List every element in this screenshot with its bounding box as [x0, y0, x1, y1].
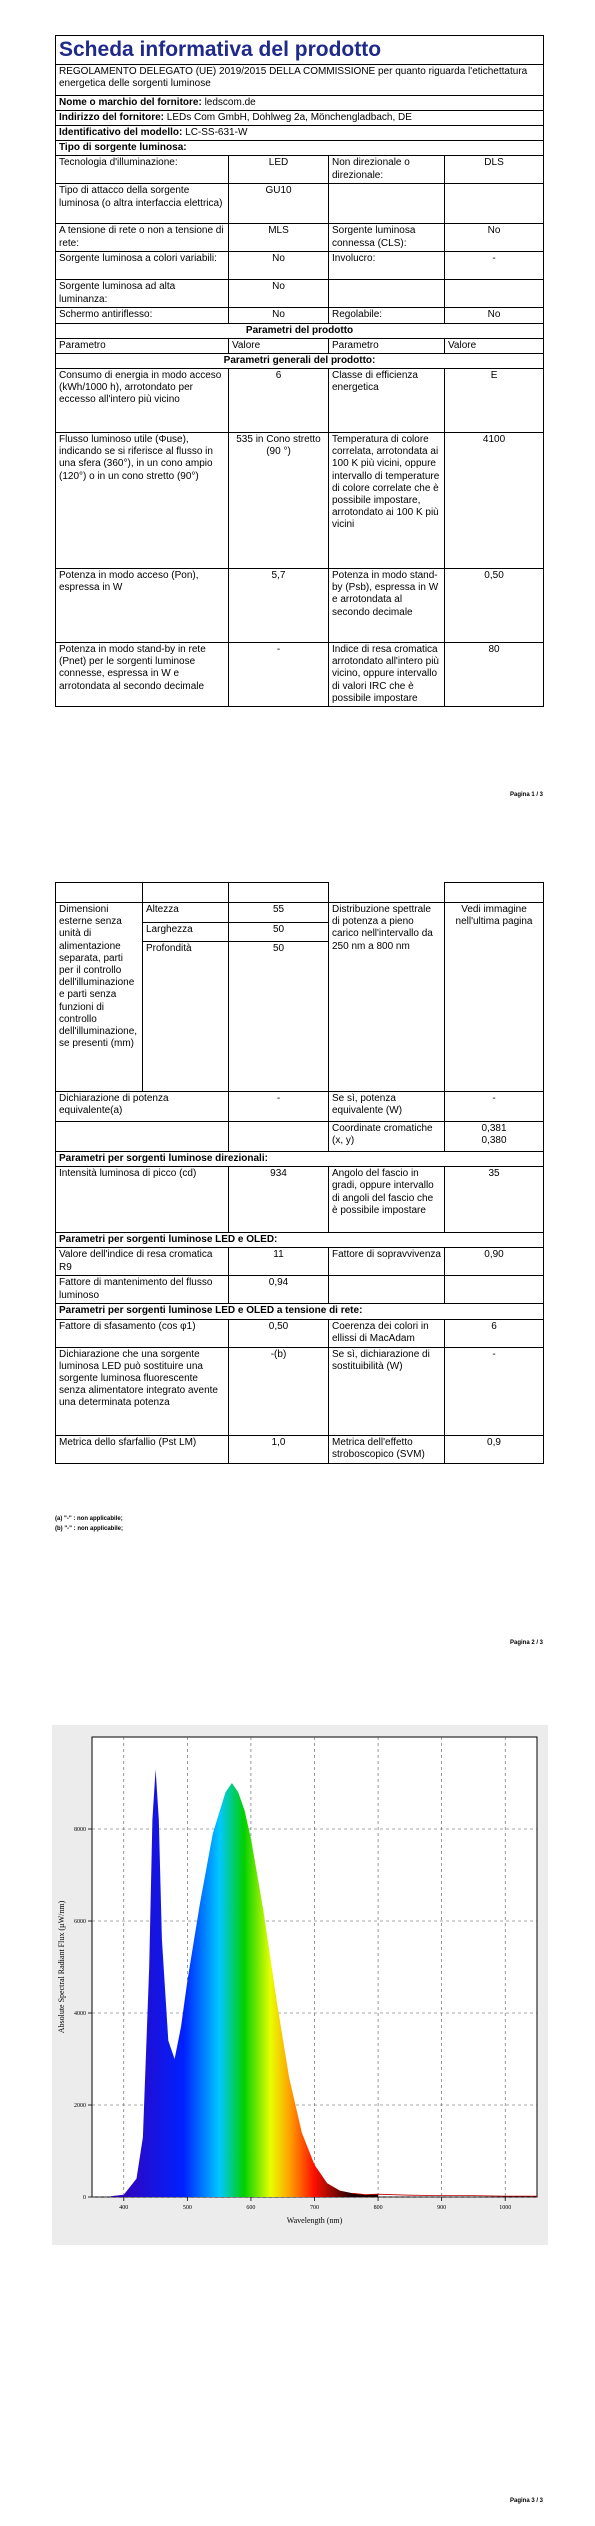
equiv-value: -	[229, 1092, 329, 1122]
x-tick-label: 1000	[499, 2205, 512, 2211]
document-title: Scheda informativa del prodotto	[56, 36, 544, 65]
directional-label: Non direzionale o direzionale:	[329, 156, 445, 184]
supplier-name-row	[56, 95, 544, 110]
envelope-label: Involucro:	[329, 252, 445, 280]
supplier-address-row	[56, 110, 544, 125]
colour-value: No	[229, 252, 329, 280]
depth-label: Profondità	[143, 942, 229, 1092]
r9-value: 11	[229, 1248, 329, 1276]
x-tick-label: 600	[246, 2205, 256, 2211]
tech-value: LED	[229, 156, 329, 184]
model-id-value: LC-SS-631-W	[185, 126, 248, 138]
supplier-address-value: LEDs Com GmbH, Dohlweg 2a, Mönchengladbach, DE	[166, 111, 412, 123]
product-info-table-part-1	[55, 35, 544, 707]
footnote-b: (b) "-" : non applicabile;	[55, 1525, 124, 1532]
tech-label: Tecnologia d'illuminazione:	[56, 156, 229, 184]
connected-label: Sorgente luminosa connessa (CLS):	[329, 224, 445, 252]
power-factor-label: Fattore di sfasamento (cos φ1)	[56, 1319, 229, 1347]
replacement-w-value: -	[445, 1347, 544, 1435]
cri-label: Indice di resa cromatica arrotondato all'intero più vicino, oppure intervallo di valori IRC che è possibile impostare	[329, 643, 445, 707]
chroma-x: 0,381	[481, 1123, 507, 1134]
macadam-value: 6	[445, 1319, 544, 1347]
energy-label: Consumo di energia in modo acceso (kWh/1000 h), arrotondato per eccesso all'intero più vicino	[56, 369, 229, 433]
maint-empty-1	[329, 1276, 445, 1304]
dim-empty-a	[56, 883, 143, 903]
cct-label: Temperatura di colore correlata, arrotondata ai 100 K più vicini, oppure intervallo di temperature di colore correlate che è possibile impostare, arrotondato ai 100 K più vicini	[329, 433, 445, 569]
col-param-1: Parametro	[56, 338, 229, 353]
equiv-label: Dichiarazione di potenza equivalente(a)	[56, 1092, 229, 1122]
maintenance-value: 0,94	[229, 1276, 329, 1304]
dim-empty-b	[143, 883, 229, 903]
beam-value: 35	[445, 1167, 544, 1233]
page-3	[0, 1680, 595, 2526]
page-number-2: Pagina 2 / 3	[509, 1640, 543, 1646]
supplier-name-value: ledscom.de	[204, 96, 256, 108]
width-value: 50	[229, 922, 329, 942]
y-tick-label: 4000	[74, 2011, 86, 2017]
width-label: Larghezza	[143, 922, 229, 942]
mains-label: A tensione di rete o non a tensione di rete:	[56, 224, 229, 252]
antiglare-value: No	[229, 308, 329, 323]
hl-empty-1	[329, 280, 445, 308]
psb-value: 0,50	[445, 569, 544, 643]
svm-value: 0,9	[445, 1435, 544, 1463]
pnet-value: -	[229, 643, 329, 707]
footnote-a: (a) "-" : non applicabile;	[55, 1516, 123, 1522]
x-tick-label: 400	[119, 2205, 129, 2211]
maint-empty-2	[445, 1276, 544, 1304]
model-id-label: Identificativo del modello:	[59, 126, 183, 138]
cap-value: GU10	[229, 184, 329, 224]
flux-value: 535 in Cono stretto (90 °)	[229, 433, 329, 569]
depth-value: 50	[229, 942, 329, 1092]
peak-value: 934	[229, 1167, 329, 1233]
svm-label: Metrica dell'effetto stroboscopico (SVM)	[329, 1435, 445, 1463]
supplier-name-label: Nome o marchio del fornitore:	[59, 96, 202, 108]
envelope-value: -	[445, 252, 544, 280]
led-header: Parametri per sorgenti luminose LED e OLED:	[56, 1233, 544, 1248]
power-factor-value: 0,50	[229, 1319, 329, 1347]
x-tick-label: 700	[310, 2205, 319, 2211]
col-value-2: Valore	[445, 338, 544, 353]
dim-empty-c	[229, 883, 329, 903]
page-2	[0, 820, 595, 1680]
high-luminance-value: No	[229, 280, 329, 308]
survival-value: 0,90	[445, 1248, 544, 1276]
mains-value: MLS	[229, 224, 329, 252]
antiglare-label: Schermo antiriflesso:	[56, 308, 229, 323]
y-tick-label: 6000	[74, 1919, 86, 1925]
y-tick-label: 2000	[74, 2103, 86, 2109]
cct-value: 4100	[445, 433, 544, 569]
x-tick-label: 900	[437, 2205, 447, 2211]
equiv-w-label: Se sì, potenza equivalente (W)	[329, 1092, 445, 1122]
page-number-1: Pagina 1 / 3	[509, 792, 543, 798]
psb-label: Potenza in modo stand-by (Psb), espressa in W e arrotondata al secondo decimale	[329, 569, 445, 643]
y-tick-label: 0	[83, 2195, 86, 2201]
chroma-value	[445, 1122, 544, 1152]
flicker-value: 1,0	[229, 1435, 329, 1463]
cri-continued	[329, 883, 445, 903]
supplier-address-label: Indirizzo del fornitore:	[59, 111, 164, 123]
flux-label: Flusso luminoso utile (Φuse), indicando se si riferisce al flusso in una sfera (360°), in un cono ampio (120°) o in un cono stretto (90°)	[56, 433, 229, 569]
pon-label: Potenza in modo acceso (Pon), espressa in W	[56, 569, 229, 643]
height-value: 55	[229, 903, 329, 923]
x-axis-label: Wavelength (nm)	[286, 2216, 343, 2225]
pnet-label: Potenza in modo stand-by in rete (Pnet) per le sorgenti luminose connesse, espressa in W e arrotondata al secondo decimale	[56, 643, 229, 707]
colour-label: Sorgente luminosa a colori variabili:	[56, 252, 229, 280]
spd-value: Vedi immagine nell'ultima pagina	[445, 903, 544, 1092]
chroma-empty-1	[56, 1122, 229, 1152]
cap-label: Tipo di attacco della sorgente luminosa (o altra interfaccia elettrica)	[56, 184, 229, 224]
y-axis-label: Absolute Spectral Radiant Flux (µW/nm)	[57, 1900, 66, 2034]
replacement-value: -(b)	[229, 1347, 329, 1435]
macadam-label: Coerenza dei colori in ellissi di MacAdam	[329, 1319, 445, 1347]
col-param-2: Parametro	[329, 338, 445, 353]
high-luminance-label: Sorgente luminosa ad alta luminanza:	[56, 280, 229, 308]
cri-value: 80	[445, 643, 544, 707]
model-id-row	[56, 125, 544, 140]
page-number-3: Pagina 3 / 3	[509, 2498, 543, 2504]
dimmable-value: No	[445, 308, 544, 323]
col-value-1: Valore	[229, 338, 329, 353]
params-header: Parametri del prodotto	[56, 323, 544, 338]
connected-value: No	[445, 224, 544, 252]
general-header: Parametri generali del prodotto:	[56, 353, 544, 368]
directional-value: DLS	[445, 156, 544, 184]
chroma-empty-2	[229, 1122, 329, 1152]
class-value: E	[445, 369, 544, 433]
hl-empty-2	[445, 280, 544, 308]
beam-label: Angolo del fascio in gradi, oppure intervallo di angoli del fascio che è possibile impostare	[329, 1167, 445, 1233]
flicker-label: Metrica dello sfarfallio (Pst LM)	[56, 1435, 229, 1463]
chroma-y: 0,380	[481, 1135, 507, 1147]
cap-empty-1	[329, 184, 445, 224]
replacement-label: Dichiarazione che una sorgente luminosa LED può sostituire una sorgente luminosa fluorescente senza alimentatore integrato avente una determinata potenza	[56, 1347, 229, 1435]
product-info-table-part-2	[55, 882, 544, 1464]
survival-label: Fattore di sopravvivenza	[329, 1248, 445, 1276]
dim-empty-d	[445, 883, 544, 903]
y-tick-label: 8000	[74, 1827, 86, 1833]
pon-value: 5,7	[229, 569, 329, 643]
led-mains-header: Parametri per sorgenti luminose LED e OLED a tensione di rete:	[56, 1304, 544, 1319]
class-label: Classe di efficienza energetica	[329, 369, 445, 433]
energy-value: 6	[229, 369, 329, 433]
cap-empty-2	[445, 184, 544, 224]
replacement-w-label: Se sì, dichiarazione di sostituibilità (W)	[329, 1347, 445, 1435]
spectral-distribution-chart	[52, 1725, 548, 2245]
footnotes	[55, 1515, 123, 1534]
peak-label: Intensità luminosa di picco (cd)	[56, 1167, 229, 1233]
dimmable-label: Regolabile:	[329, 308, 445, 323]
dimensions-label: Dimensioni esterne senza unità di alimentazione separata, parti per il controllo dell'illuminazione e parti senza funzioni di controllo dell'illuminazione, se presenti (mm)	[56, 903, 143, 1092]
source-type-header: Tipo di sorgente luminosa:	[56, 141, 544, 156]
r9-label: Valore dell'indice di resa cromatica R9	[56, 1248, 229, 1276]
regulation-text: REGOLAMENTO DELEGATO (UE) 2019/2015 DELLA COMMISSIONE per quanto riguarda l'etichettatura energetica delle sorgenti luminose	[56, 64, 544, 95]
directional-header: Parametri per sorgenti luminose direzionali:	[56, 1152, 544, 1167]
chroma-label: Coordinate cromatiche (x, y)	[329, 1122, 445, 1152]
x-tick-label: 800	[373, 2205, 383, 2211]
spd-label: Distribuzione spettrale di potenza a pieno carico nell'intervallo da 250 nm a 800 nm	[329, 903, 445, 1092]
x-tick-label: 500	[182, 2205, 192, 2211]
page-1	[0, 0, 595, 820]
equiv-w-value: -	[445, 1092, 544, 1122]
height-label: Altezza	[143, 903, 229, 923]
maintenance-label: Fattore di mantenimento del flusso luminoso	[56, 1276, 229, 1304]
